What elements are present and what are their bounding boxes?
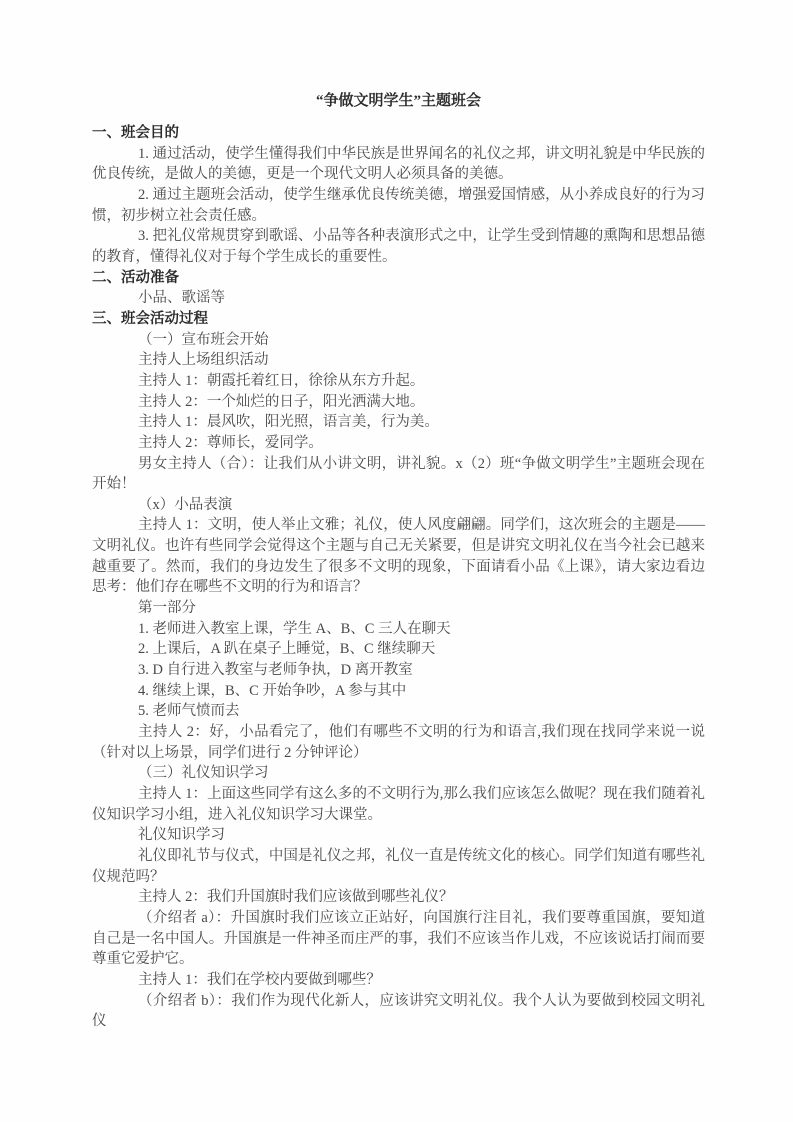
document-body (92, 123, 705, 1032)
paragraph: 3. 把礼仪常规贯穿到歌谣、小品等各种表演形式之中，让学生受到情趣的熏陶和思想品德的教育，懂得礼仪对于每个学生成长的重要性。 (92, 228, 705, 265)
paragraph: 1. 通过活动，使学生懂得我们中华民族是世界闻名的礼仪之邦，讲文明礼貌是中华民族的优良传统，是做人的美德，更是一个现代文明人必须具备的美德。 (92, 145, 705, 183)
section-heading: 二、活动准备 (92, 269, 179, 286)
paragraph: 主持人 2：好，小品看完了，他们有哪些不文明的行为和语言,我们现在找同学来说一说（针对以上场景，同学们进行 2 分钟评论） (92, 724, 705, 761)
paragraph: 主持人 1：朝霞托着红日，徐徐从东方升起。 (138, 372, 425, 389)
paragraph: （一）宣布班会开始 (138, 331, 269, 348)
paragraph: 第一部分 (138, 600, 196, 617)
paragraph: 主持人上场组织活动 (138, 352, 269, 369)
paragraph: 主持人 2：一个灿烂的日子，阳光洒满大地。 (138, 393, 425, 410)
paragraph: 主持人 2：我们升国旗时我们应该做到哪些礼仪？ (138, 889, 454, 906)
paragraph: 男女主持人（合）：让我们从小讲文明，讲礼貌。x（2）班“争做文明学生”主题班会现在开始！ (92, 455, 705, 493)
paragraph: 主持人 1：上面这些同学有这么多的不文明行为,那么我们应该怎么做呢？现在我们随着礼仪知识学习小组，进入礼仪知识学习大课堂。 (92, 786, 705, 823)
paragraph: 5. 老师气愤而去 (138, 703, 240, 720)
paragraph: 礼仪知识学习 (138, 827, 225, 844)
paragraph: 2. 通过主题班会活动，使学生继承优良传统美德，增强爱国情感，从小养成良好的行为习惯，初步树立社会责任感。 (92, 186, 705, 224)
document-content (92, 90, 705, 1032)
paragraph: 1. 老师进入教室上课，学生 A、B、C 三人在聊天 (138, 620, 451, 637)
section-heading: 三、班会活动过程 (92, 310, 208, 327)
doc-title: “争做文明学生”主题班会 (315, 93, 481, 109)
paragraph: （介绍者 b）：我们作为现代化新人，应该讲究文明礼仪。我个人认为要做到校园文明礼仪 (92, 992, 705, 1030)
paragraph: （介绍者 a）：升国旗时我们应该立正站好，向国旗行注目礼，我们要尊重国旗，要知道自己是一名中国人。升国旗是一件神圣而庄严的事，我们不应该当作儿戏，不应该说话打闹而要尊重它爱护它。 (92, 909, 705, 968)
paragraph: 主持人 2：尊师长，爱同学。 (138, 434, 323, 451)
paragraph: 主持人 1：文明，使人举止文雅；礼仪，使人风度翩翩。同学们，这次班会的主题是——文明礼仪。也许有些同学会觉得这个主题与自己无关紧要，但是讲究文明礼仪在当今社会已越来越重要了。然而，我们的身边发生了很多不文明的现象，下面请看小品《上课》，请大家边看边思考：他们存在哪些不文明的行为和语言？ (92, 517, 705, 596)
paragraph: （三）礼仪知识学习 (138, 765, 269, 782)
paragraph: 主持人 1：我们在学校内要做到哪些？ (138, 971, 381, 988)
paragraph: 礼仪即礼节与仪式，中国是礼仪之邦，礼仪一直是传统文化的核心。同学们知道有哪些礼仪规范吗？ (92, 847, 705, 885)
paragraph: （x）小品表演 (138, 496, 233, 513)
paragraph: 小品、歌谣等 (138, 290, 225, 307)
paragraph: 主持人 1：晨风吹，阳光照，语言美，行为美。 (138, 414, 439, 431)
paragraph: 3. D 自行进入教室与老师争执，D 离开教室 (138, 662, 413, 679)
paragraph: 4. 继续上课，B、C 开始争吵，A 参与其中 (138, 682, 407, 699)
section-heading: 一、班会目的 (92, 125, 179, 141)
paragraph: 2. 上课后，A 趴在桌子上睡觉，B、C 继续聊天 (138, 641, 436, 658)
